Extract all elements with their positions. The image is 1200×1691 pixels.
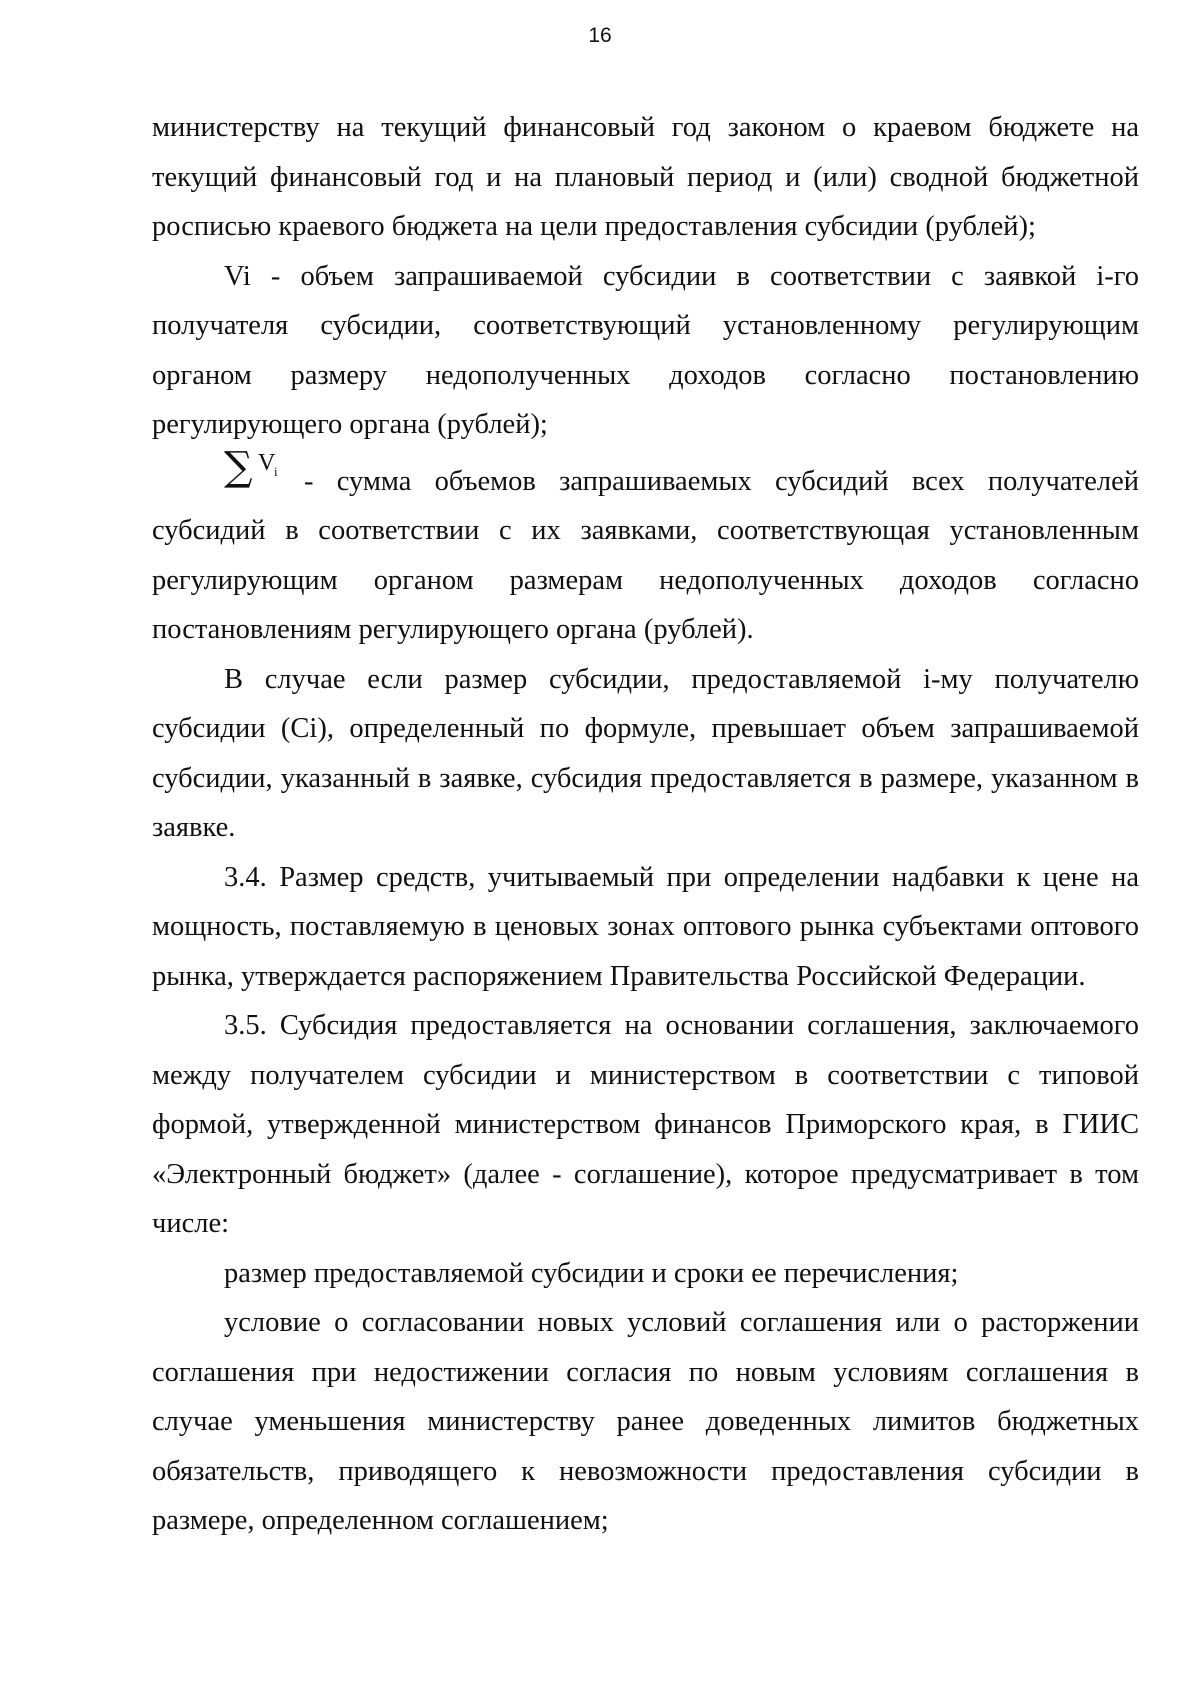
document-body	[152, 103, 1139, 1546]
paragraph-excess-rule: В случае если размер субсидии, предоставляемой i-му получателю субсидии (Ci), определенный по формуле, превышает объем запрашиваемой субсидии, указанный в заявке, субсидия предоставляется в размере, указанном в заявке.	[152, 663, 1139, 843]
paragraph-sum-definition	[152, 443, 1139, 655]
sum-subscript: i	[274, 463, 278, 479]
paragraph-3-5: 3.5. Субсидия предоставляется на основании соглашения, заключаемого между получателем субсидии и министерством в соответствии с типовой формой, утвержденной министерством финансов Приморского края, в ГИИС «Электронный бюджет» (далее - соглашение), которое предусматривает в том числе:	[152, 1010, 1139, 1239]
sum-definition-text: - сумма объемов запрашиваемых субсидий всех получателей субсидий в соответствии с их заявками, соответствующая установленным регулирующим органом размерам недополученных доходов согласно постановлениям регулирующего органа (рублей).	[152, 465, 1139, 645]
sum-formula-graphic	[224, 440, 304, 490]
paragraph-subsidy-size: размер предоставляемой субсидии и сроки ее перечисления;	[224, 1257, 959, 1289]
sum-symbol: ∑	[224, 443, 253, 490]
paragraph-3-4: 3.4. Размер средств, учитываемый при определении надбавки к цене на мощность, поставляемую в ценовых зонах оптового рынка субъектами оптового рынка, утверждается распоряжением Правительства Российской Федерации.	[152, 861, 1139, 992]
paragraph-vi-definition: Vi - объем запрашиваемой субсидии в соответствии с заявкой i-го получателя субсидии, соответствующий установленному регулирующим органом размеру недополученных доходов согласно постановлению регулирующего органа (рублей);	[152, 260, 1139, 440]
paragraph-agreement-condition: условие о согласовании новых условий соглашения или о расторжении соглашения при недостижении согласия по новым условиям соглашения в случае уменьшения министерству ранее доведенных лимитов бюджетных обязательств, приводящего к невозможности предоставления субсидии в размере, определенном соглашением;	[152, 1307, 1139, 1536]
paragraph-continuation: министерству на текущий финансовый год законом о краевом бюджете на текущий финансовый год и на плановый период и (или) сводной бюджетной росписью краевого бюджета на цели предоставления субсидии (рублей);	[152, 112, 1139, 242]
sum-variable: V	[258, 449, 276, 476]
sum-formula	[224, 443, 304, 492]
page-number: 16	[588, 24, 612, 47]
